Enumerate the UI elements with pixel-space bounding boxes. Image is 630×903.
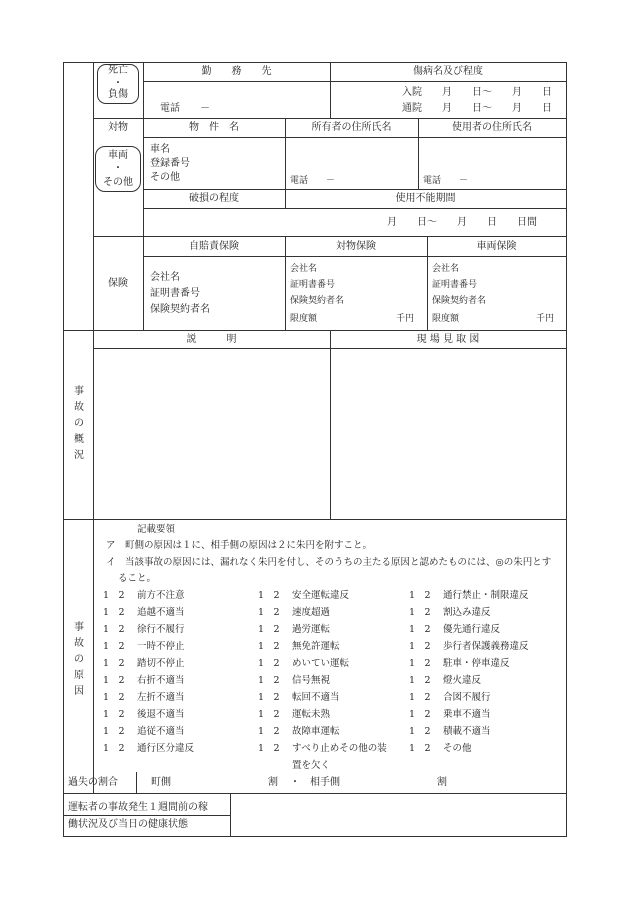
cause-label: 優先通行違反 (443, 624, 501, 635)
cause-label: 信号無視 (292, 675, 331, 686)
cause-number-options: 1 2 (258, 692, 280, 703)
damage-extent-header: 破損の程度 (189, 193, 239, 204)
cause-item (409, 659, 510, 669)
cause-item (409, 727, 491, 737)
thousand-yen-label: 千円 (536, 314, 555, 324)
cause-item (258, 744, 387, 754)
cause-label: すべり止めその他の装 (292, 743, 387, 754)
cause-item (409, 608, 491, 618)
cause-label: 割込み違反 (443, 607, 491, 618)
company-label: 会社名 (290, 264, 318, 274)
company-label: 会社名 (150, 272, 180, 283)
cause-item (409, 744, 472, 754)
injury-name-header: 傷病名及び程度 (413, 66, 483, 77)
death-label: 死亡 (108, 65, 128, 76)
cause-label: 通行禁止・制限違反 (443, 590, 529, 601)
cause-number-options: 1 2 (103, 658, 125, 669)
cause-item (258, 727, 340, 737)
user-phone: 電話 － (423, 176, 469, 186)
cause-label: 後退不適当 (137, 709, 185, 720)
cause-item (258, 676, 330, 686)
thousand-yen-label: 千円 (396, 314, 415, 324)
cause-item (258, 625, 330, 635)
cause-number-options: 1 2 (103, 590, 125, 601)
user-header: 使用者の住所氏名 (452, 122, 532, 133)
cause-label: 転回不適当 (292, 692, 340, 703)
outpatient-dates: 通院 月 日～ 月 日 (402, 103, 552, 114)
policyholder-label: 保険契約者名 (150, 304, 210, 315)
owner-phone: 電話 － (290, 176, 336, 186)
instruction-a: ア 町側の原因は１に、相手側の原因は２に朱円を附すこと。 (106, 540, 373, 551)
dot-label: ・ (113, 163, 123, 174)
cause-item (103, 744, 194, 754)
unusable-period-header: 使用不能期間 (395, 193, 456, 204)
instruction-b-line1: イ 当該事故の原因には、漏れなく朱円を付し、そのうちの主たる原因と認めたものには、◎の朱円とす (106, 557, 552, 568)
site-sketch-header: 現 場 見 取 図 (416, 334, 480, 345)
cause-number-options: 1 2 (258, 743, 280, 754)
cause-label: 駐車・停車違反 (443, 658, 510, 669)
cause-label: 運転未熟 (292, 709, 331, 720)
item-name-header: 物 件 名 (189, 122, 239, 133)
cause-label: 通行区分違反 (137, 743, 195, 754)
cause-number-options: 1 2 (409, 590, 431, 601)
cause-label-continuation: 置を欠く (292, 760, 331, 771)
other-side-label: ・ 相手側 (290, 777, 340, 788)
health-status-label-2: 働状況及び当日の健康状態 (68, 819, 188, 830)
cause-label: 追越不適当 (137, 607, 185, 618)
cause-number-options: 1 2 (258, 709, 280, 720)
cause-label: 徐行不履行 (137, 624, 185, 635)
cause-label: 安全運転違反 (292, 590, 350, 601)
limit-label: 限度額 (432, 314, 460, 324)
cause-number-options: 1 2 (103, 641, 125, 652)
cause-number-options: 1 2 (258, 641, 280, 652)
hospitalization-dates: 入院 月 日～ 月 日 (402, 87, 552, 98)
cause-label: 故障車運転 (292, 726, 340, 737)
health-status-label-1: 運転者の事故発生１週間前の稼 (68, 802, 208, 813)
cause-item (103, 693, 185, 703)
other-label: その他 (103, 177, 133, 188)
compulsory-ins-header: 自賠責保険 (189, 241, 239, 252)
cause-item (258, 642, 340, 652)
cause-label: 燈火違反 (443, 675, 482, 686)
vehicle-label: 車両 (108, 150, 128, 161)
cause-label: 合図不履行 (443, 692, 491, 703)
cause-label: めいてい運転 (292, 658, 350, 669)
cause-item (103, 608, 185, 618)
cause-item (258, 710, 330, 720)
cause-item (103, 659, 185, 669)
accident-overview-label: 事 故 の 概 況 (74, 386, 84, 461)
cause-number-options: 1 2 (409, 624, 431, 635)
cause-item (409, 642, 529, 652)
cause-label: 積載不適当 (443, 726, 491, 737)
cause-number-options: 1 2 (103, 607, 125, 618)
cause-label: 前方不注意 (137, 590, 185, 601)
cause-item (103, 676, 185, 686)
instruction-b-line2: ること。 (118, 573, 157, 584)
cause-number-options: 1 2 (409, 743, 431, 754)
property-ins-header: 対物保険 (336, 241, 376, 252)
company-label: 会社名 (432, 264, 460, 274)
cause-label: 右折不適当 (137, 675, 185, 686)
cause-item (103, 642, 185, 652)
cause-item (409, 625, 500, 635)
workplace-phone: 電話 － (160, 103, 210, 114)
cause-label: 追従不適当 (137, 726, 185, 737)
owner-header: 所有者の住所氏名 (311, 122, 392, 133)
our-side-ratio-unit: 割 (268, 777, 278, 788)
cause-number-options: 1 2 (103, 675, 125, 686)
cert-number-label: 証明書番号 (150, 288, 200, 299)
cause-label: 歩行者保護義務違反 (443, 641, 529, 652)
workplace-header: 勤 務 先 (201, 66, 272, 77)
cause-item (258, 608, 330, 618)
cause-label: 踏切不停止 (137, 658, 185, 669)
cause-number-options: 1 2 (409, 658, 431, 669)
cause-number-options: 1 2 (409, 726, 431, 737)
cause-number-options: 1 2 (103, 743, 125, 754)
cause-label: 一時不停止 (137, 641, 185, 652)
cause-number-options: 1 2 (258, 624, 280, 635)
cause-item (409, 591, 529, 601)
accident-cause-label: 事 故 の 原 因 (74, 622, 84, 697)
property-label: 対物 (108, 122, 128, 133)
reg-number-label: 登録番号 (150, 158, 190, 169)
cause-number-options: 1 2 (103, 624, 125, 635)
cert-number-label: 証明書番号 (432, 280, 478, 290)
cause-number-options: 1 2 (409, 692, 431, 703)
cause-number-options: 1 2 (258, 607, 280, 618)
dot-label: ・ (113, 78, 123, 89)
cause-label: 無免許運転 (292, 641, 340, 652)
cause-label: 速度超過 (292, 607, 331, 618)
cause-item (258, 591, 349, 601)
cause-item (258, 693, 340, 703)
fault-ratio-label: 過失の割合 (68, 777, 118, 788)
cause-number-options: 1 2 (258, 726, 280, 737)
instructions-title: 記載要領 (137, 524, 176, 535)
policyholder-label: 保険契約者名 (290, 296, 345, 306)
cause-item (103, 710, 185, 720)
car-name-label: 車名 (150, 144, 170, 155)
vehicle-ins-header: 車両保険 (476, 241, 517, 252)
cause-item (409, 676, 481, 686)
cause-label: 乗車不適当 (443, 709, 491, 720)
cause-number-options: 1 2 (409, 709, 431, 720)
cause-item (258, 659, 349, 669)
cause-number-options: 1 2 (258, 590, 280, 601)
cause-number-options: 1 2 (103, 692, 125, 703)
cause-number-options: 1 2 (409, 607, 431, 618)
unusable-period-line: 月 日～ 月 日 日間 (387, 217, 537, 228)
injury-label: 負傷 (108, 89, 128, 100)
explanation-header: 説 明 (186, 334, 237, 345)
cause-number-options: 1 2 (409, 675, 431, 686)
cause-number-options: 1 2 (409, 641, 431, 652)
cause-item (103, 727, 185, 737)
cause-item (103, 625, 185, 635)
cause-number-options: 1 2 (258, 675, 280, 686)
other-side-ratio-unit: 割 (437, 777, 447, 788)
cause-item (409, 693, 491, 703)
our-side-label: 町側 (151, 777, 171, 788)
insurance-label: 保険 (108, 278, 128, 289)
cert-number-label: 証明書番号 (290, 280, 336, 290)
cause-label: 過労運転 (292, 624, 331, 635)
cause-label: その他 (443, 743, 472, 754)
cause-number-options: 1 2 (103, 709, 125, 720)
cause-item (409, 710, 491, 720)
cause-number-options: 1 2 (258, 658, 280, 669)
policyholder-label: 保険契約者名 (432, 296, 487, 306)
cause-number-options: 1 2 (103, 726, 125, 737)
other-item-label: その他 (150, 172, 180, 183)
cause-item (103, 591, 185, 601)
limit-label: 限度額 (290, 314, 318, 324)
cause-label: 左折不適当 (137, 692, 185, 703)
